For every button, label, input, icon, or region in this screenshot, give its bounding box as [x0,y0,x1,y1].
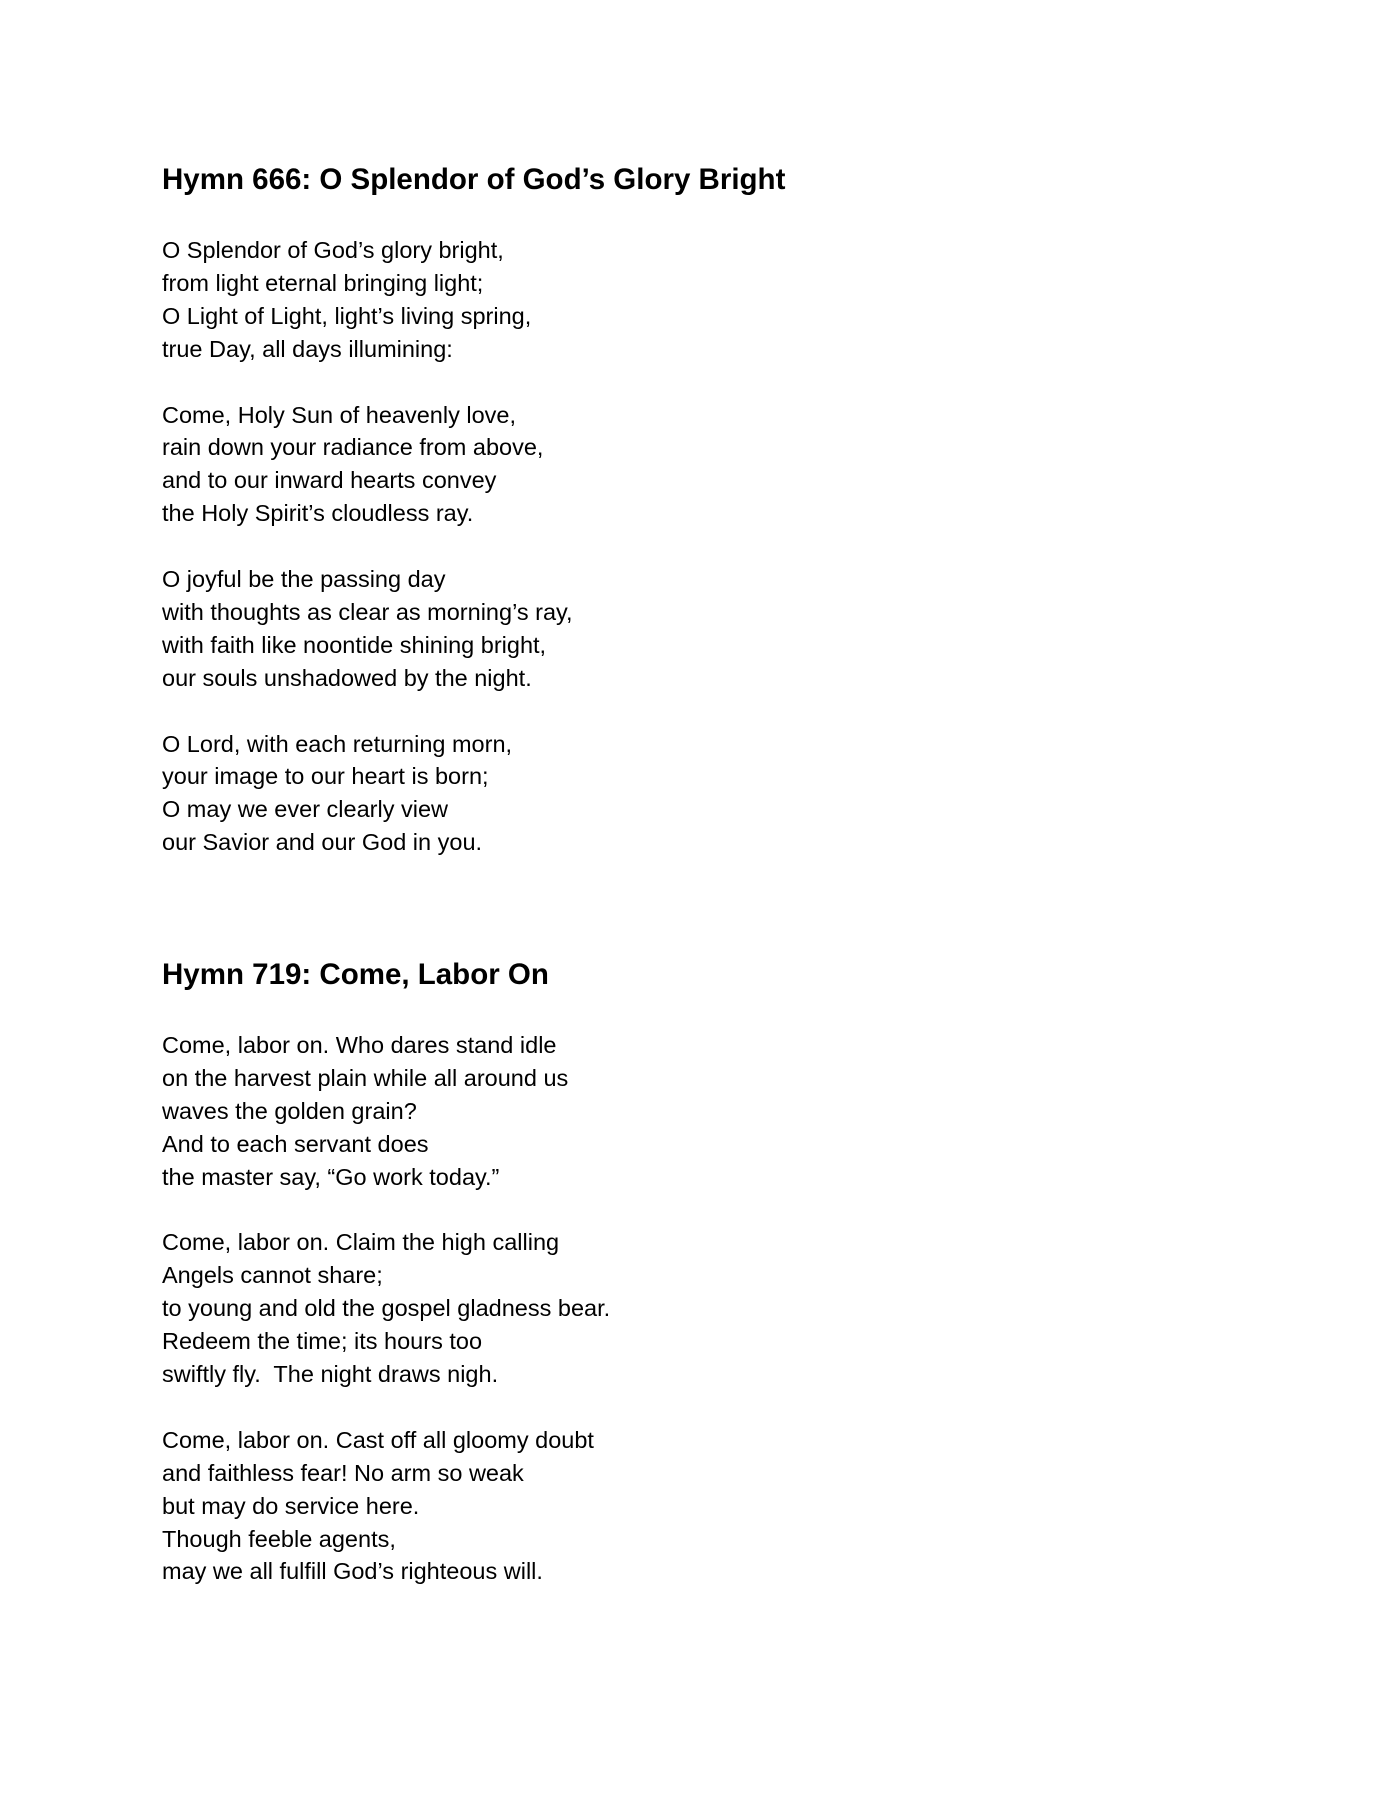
hymn-719-title: Hymn 719: Come, Labor On [162,958,549,991]
lyric-line: Angels cannot share; [162,1262,383,1289]
lyric-line: Come, Holy Sun of heavenly love, [162,401,516,428]
lyric-line: Though feeble agents, [162,1525,396,1552]
lyric-line: your image to our heart is born; [162,763,489,790]
stanza [162,399,573,531]
lyric-line: the master say, “Go work today.” [162,1163,500,1190]
lyric-line: from light eternal bringing light; [162,269,484,296]
lyric-line: and to our inward hearts convey [162,467,497,494]
lyric-line: O joyful be the passing day [162,566,446,593]
lyric-line: and faithless fear! No arm so weak [162,1459,524,1486]
lyric-line: And to each servant does [162,1130,429,1157]
lyric-line: Redeem the time; its hours too [162,1328,483,1355]
lyric-line: O Lord, with each returning morn, [162,730,513,757]
lyric-line: rain down your radiance from above, [162,434,544,461]
hymn-666-lyrics [162,234,573,892]
stanza [162,728,573,860]
stanza [162,1226,610,1391]
lyric-line: O may we ever clearly view [162,796,448,823]
lyric-line: O Splendor of God’s glory bright, [162,237,504,263]
stanza [162,563,573,695]
lyric-line: but may do service here. [162,1492,420,1519]
lyric-line: to young and old the gospel gladness bear. [162,1295,611,1322]
lyric-line: with faith like noontide shining bright, [162,631,547,658]
lyric-line: Come, labor on. Cast off all gloomy doubt [162,1426,594,1453]
lyric-line: on the harvest plain while all around us [162,1064,569,1091]
lyric-line: the Holy Spirit’s cloudless ray. [162,500,474,527]
lyric-line: Come, labor on. Claim the high calling [162,1229,560,1256]
lyric-line: may we all fulfill God’s righteous will. [162,1558,543,1585]
lyric-line: Come, labor on. Who dares stand idle [162,1032,557,1058]
lyric-line: our Savior and our God in you. [162,829,483,856]
stanza [162,1029,610,1194]
lyric-line: our souls unshadowed by the night. [162,664,532,691]
lyric-line: swiftly fly. The night draws nigh. [162,1361,499,1388]
stanza [162,234,573,366]
hymn-666-title: Hymn 666: O Splendor of God’s Glory Bright [162,163,786,196]
lyric-line: waves the golden grain? [162,1097,417,1124]
lyric-line: O Light of Light, light’s living spring, [162,302,532,329]
stanza [162,1424,610,1589]
hymn-719-lyrics [162,1029,610,1621]
lyric-line: with thoughts as clear as morning’s ray, [162,598,573,625]
lyric-line: true Day, all days illumining: [162,335,453,362]
